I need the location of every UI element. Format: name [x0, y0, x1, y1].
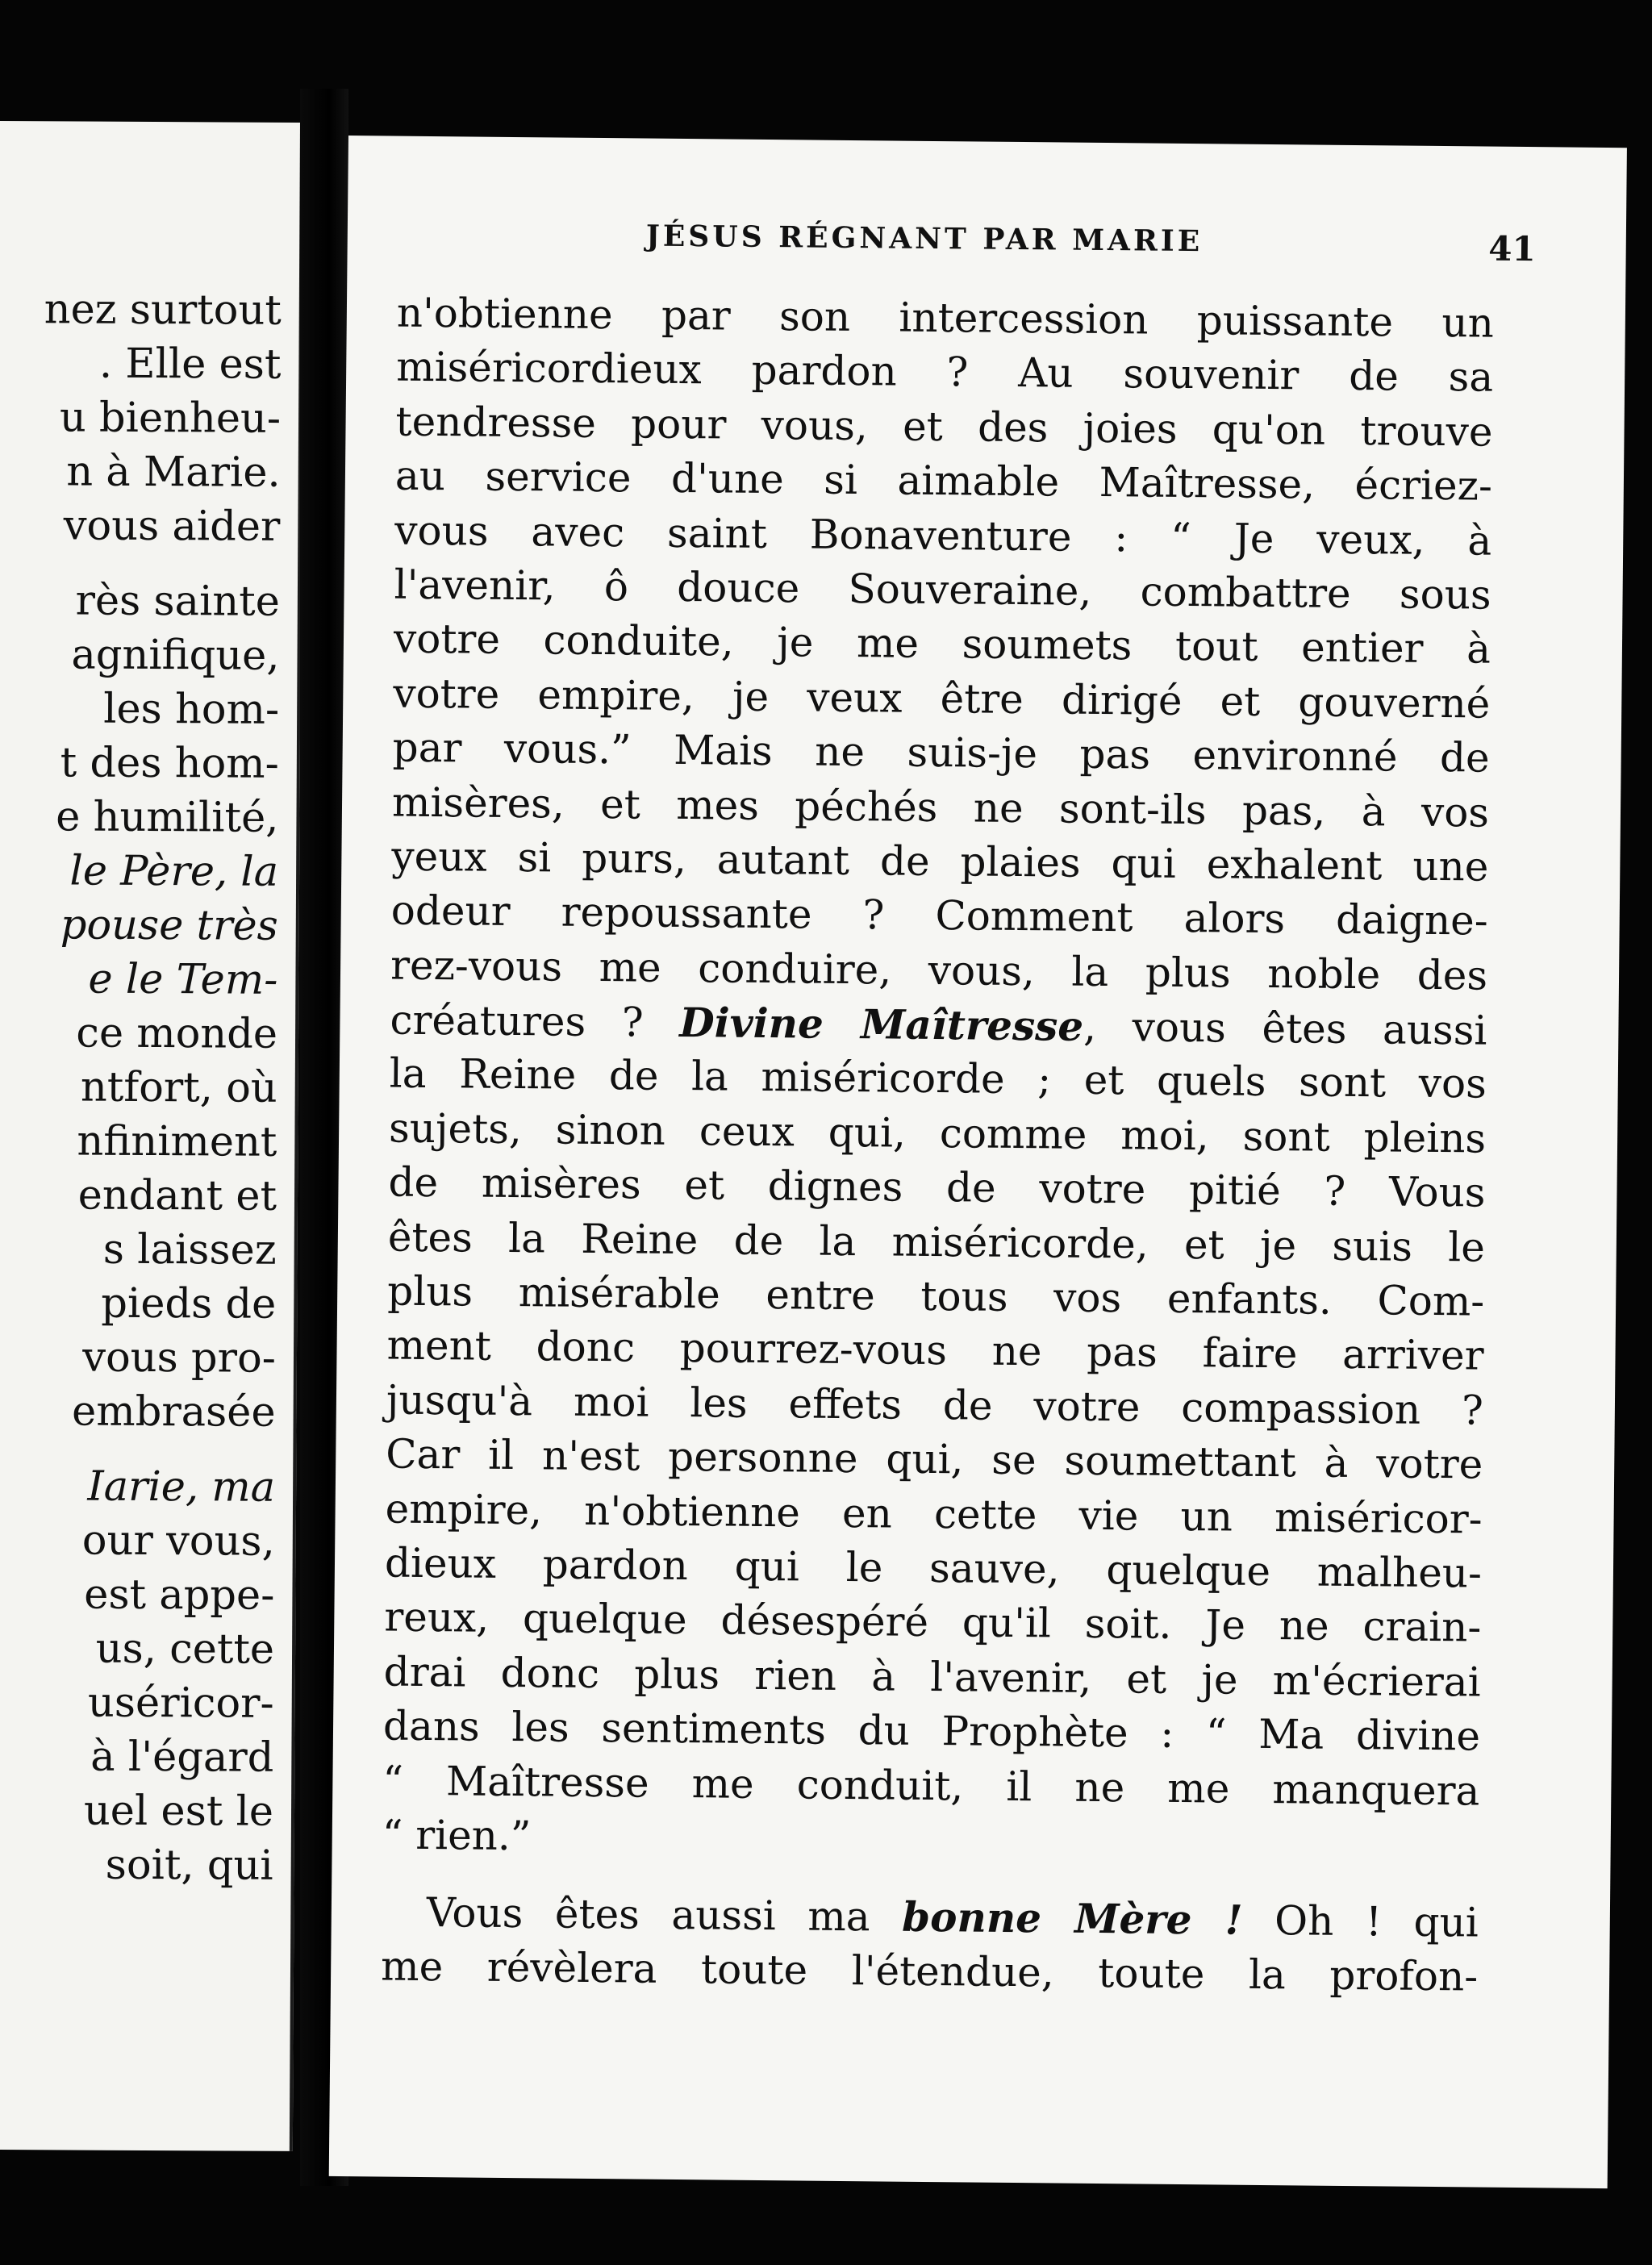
page-number: 41	[1488, 228, 1536, 269]
body-line: reux, quelque désespéré qu'il soit. Je ne crain-	[384, 1593, 1482, 1651]
left-page-line: Iarie, ma	[87, 1462, 276, 1512]
left-page-text	[0, 281, 282, 1893]
body-line: n'obtienne par son intercession puissante un	[396, 289, 1495, 347]
left-page-line: pieds de	[101, 1279, 277, 1329]
left-page-line: n à Marie.	[66, 448, 281, 497]
body-line: sujets, sinon ceux qui, comme moi, sont pleins	[388, 1104, 1487, 1162]
left-page-line: vous aider	[63, 502, 281, 551]
body-line: miséricordieux pardon ? Au souvenir de sa	[395, 343, 1494, 402]
body-line: vous avec saint Bonaventure : “ Je veux, à	[394, 507, 1492, 565]
left-page-line: vous pro-	[82, 1333, 277, 1383]
left-page-line: soit, qui	[105, 1841, 273, 1890]
body-line: drai donc plus rien à l'avenir, et je m'écrierai	[383, 1648, 1481, 1706]
body-line: yeux si purs, autant de plaies qui exhalent une	[391, 832, 1489, 891]
left-page	[0, 121, 303, 2151]
left-page-line: est appe-	[84, 1570, 275, 1620]
body-line: misères, et mes péchés ne sont-ils pas, à vos	[391, 778, 1490, 836]
body-line: Car il n'est personne qui, se soumettant à votre	[386, 1430, 1483, 1488]
italic-run: bonne Mère !	[901, 1893, 1243, 1945]
running-head: JÉSUS RÉGNANT PAR MARIE	[645, 219, 1204, 259]
body-line: dieux pardon qui le sauve, quelque malheu-	[384, 1539, 1483, 1597]
left-page-line: us, cette	[95, 1625, 275, 1674]
left-page-line: e humilité,	[56, 793, 279, 842]
left-page-line: à l'égard	[90, 1733, 274, 1782]
left-page-line: le Père, la	[69, 847, 279, 896]
left-page-line: our vous,	[81, 1516, 275, 1566]
left-page-line: pouse très	[60, 901, 278, 950]
body-line: au service d'une si aimable Maîtresse, écriez-	[394, 452, 1493, 510]
paragraph-1	[382, 286, 1494, 1873]
left-page-line: nez surtout	[44, 286, 282, 335]
body-line: de misères et dignes de votre pitié ? Vous	[388, 1158, 1486, 1216]
left-page-line: s laissez	[102, 1225, 277, 1274]
left-page-line: e le Tem-	[88, 955, 278, 1004]
left-page-line: u bienheu-	[59, 394, 282, 443]
body-line: jusqu'à moi les effets de votre compassion ?	[386, 1376, 1484, 1434]
body-line: votre empire, je veux être dirigé et gouverné	[393, 669, 1491, 728]
body-line: par vous.” Mais ne suis-je pas environné de	[392, 724, 1490, 782]
body-line: êtes la Reine de la miséricorde, et je suis le	[387, 1213, 1486, 1271]
body-line: plus misérable entre tous vos enfants. Com-	[386, 1267, 1485, 1325]
body-line: la Reine de la miséricorde ; et quels sont vos	[389, 1050, 1487, 1108]
paragraph-2-line-2: me révèlera toute l'étendue, toute la profon-	[380, 1942, 1479, 2000]
left-page-line: t des hom-	[60, 739, 279, 788]
body-line: créatures ? Divine Maîtresse, vous êtes aussi	[390, 996, 1487, 1054]
left-page-line: nfiniment	[77, 1117, 277, 1166]
body-line: votre conduite, je me soumets tout entier à	[393, 615, 1491, 673]
body-line: “ Maîtresse me conduit, il ne me manquera	[382, 1757, 1480, 1815]
left-page-line: ntfort, où	[80, 1063, 277, 1112]
left-page-line: uséricor-	[87, 1679, 274, 1728]
left-page-line: ce monde	[76, 1009, 278, 1058]
right-page	[329, 136, 1627, 2188]
body-line: rez-vous me conduire, vous, la plus noble des	[390, 941, 1488, 999]
left-page-line: rès sainte	[75, 577, 281, 626]
body-line: tendresse pour vous, et des joies qu'on trouve	[395, 398, 1493, 456]
left-page-line: embrasée	[71, 1387, 276, 1437]
body-line: dans les sentiments du Prophète : “ Ma divine	[382, 1702, 1481, 1760]
body-line: empire, n'obtienne en cette vie un miséricor-	[385, 1485, 1483, 1543]
body-text	[381, 286, 1494, 2004]
left-page-line: endant et	[77, 1171, 277, 1220]
left-page-line: les hom-	[102, 685, 280, 734]
text-run: Vous êtes aussi ma	[426, 1889, 870, 1941]
left-page-line: uel est le	[83, 1787, 274, 1836]
body-line: “ rien.”	[382, 1811, 532, 1860]
body-line: odeur repoussante ? Comment alors daigne-	[390, 886, 1488, 945]
paragraph-2-line-1	[382, 1885, 1479, 1950]
left-page-line: . Elle est	[98, 340, 282, 389]
body-line: ment donc pourrez-vous ne pas faire arriver	[386, 1321, 1484, 1380]
body-line: l'avenir, ô douce Souveraine, combattre sous	[394, 561, 1491, 619]
left-page-line: agnifique,	[71, 631, 280, 680]
text-run: Oh ! qui	[1274, 1897, 1479, 1946]
